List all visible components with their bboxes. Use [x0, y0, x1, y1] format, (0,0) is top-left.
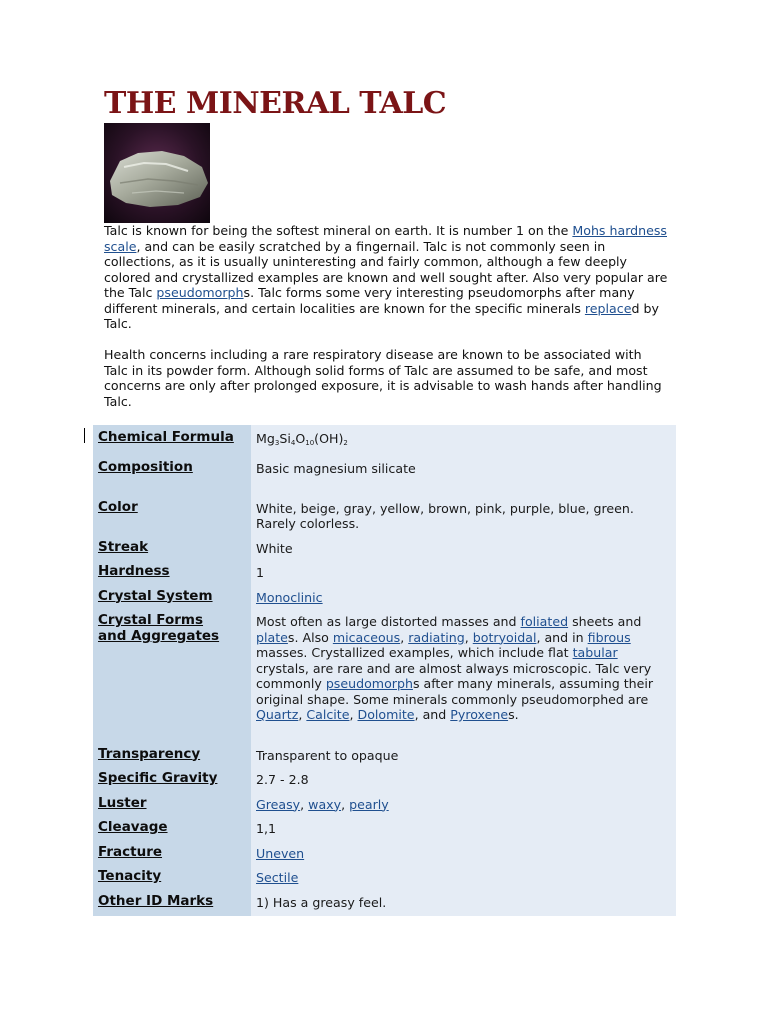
composition-label: Composition — [93, 455, 251, 495]
table-row — [93, 535, 676, 560]
intro-text: d by Talc. — [104, 300, 659, 331]
hardness-value: 1 — [251, 559, 676, 584]
plate-link[interactable]: plate — [256, 629, 288, 645]
table-row — [93, 455, 676, 495]
crystal-forms-value: Most often as large distorted masses and foliated sheets and plates. Also micaceous, radiating, botryoidal, and in fibrous masses. Crystallized examples, which include flat tabular crystals, are rare and are almost always microscopic. Talc very commonly pseudomorphs after many minerals, assuming their original shape. Some minerals commonly pseudomorphed are Quartz, Calcite, Dolomite, and Pyroxenes. — [251, 608, 676, 742]
streak-label: Streak — [93, 535, 251, 560]
specific-gravity-label: Specific Gravity — [93, 766, 251, 791]
table-row — [93, 425, 676, 455]
chemical-formula-value: $Mg_3Si_4O_{10}(OH)_2$ — [251, 425, 676, 455]
uneven-link[interactable]: Uneven — [256, 845, 305, 861]
chemical-formula-label: Chemical Formula — [93, 425, 251, 455]
health-paragraph: Health concerns including a rare respiratory disease are known to be associated with Talc in its powder form. Although solid forms of Talc are assumed to be safe, and most concerns are only after prolonged exposure, it is advisable to wash hands after handling Talc. — [104, 347, 662, 409]
luster-label: Luster — [93, 791, 251, 816]
dolomite-link[interactable]: Dolomite — [357, 707, 415, 722]
pseudomorph-link[interactable]: pseudomorph — [156, 285, 244, 300]
crystal-forms-label: Crystal Forms and Aggregates — [93, 608, 251, 742]
replace-link[interactable]: replace — [584, 300, 632, 316]
fibrous-link[interactable]: fibrous — [587, 629, 631, 645]
pearly-link[interactable]: pearly — [349, 796, 389, 812]
other-id-marks-label: Other ID Marks — [93, 889, 251, 917]
crystal-system-value — [251, 584, 676, 609]
foliated-link[interactable]: foliated — [520, 614, 569, 629]
intro-text: Talc is known for being the softest mineral on earth. It is number 1 on the — [104, 223, 573, 238]
tabular-link[interactable]: tabular — [572, 645, 618, 660]
page-title: THE MINERAL TALC — [104, 86, 447, 121]
table-row — [93, 889, 676, 917]
table-row — [93, 742, 676, 767]
waxy-link[interactable]: waxy — [308, 796, 342, 812]
luster-value: Greasy, waxy, pearly — [251, 791, 676, 816]
text-cursor — [84, 428, 85, 443]
tenacity-value — [251, 864, 676, 889]
table-row — [93, 840, 676, 865]
hardness-label: Hardness — [93, 559, 251, 584]
crystal-system-label: Crystal System — [93, 584, 251, 609]
table-row — [93, 766, 676, 791]
table-row — [93, 495, 676, 535]
table-row — [93, 864, 676, 889]
specific-gravity-value: 2.7 - 2.8 — [251, 766, 676, 791]
table-row — [93, 584, 676, 609]
micaceous-link[interactable]: micaceous — [332, 629, 401, 645]
composition-value: Basic magnesium silicate — [251, 455, 676, 495]
fracture-label: Fracture — [93, 840, 251, 865]
color-label: Color — [93, 495, 251, 535]
calcite-link[interactable]: Calcite — [306, 707, 350, 722]
other-id-marks-value: 1) Has a greasy feel. — [251, 889, 676, 917]
talc-specimen-photo — [104, 123, 210, 223]
quartz-link[interactable]: Quartz — [256, 707, 299, 722]
table-row — [93, 559, 676, 584]
table-row — [93, 791, 676, 816]
streak-value: White — [251, 535, 676, 560]
botryoidal-link[interactable]: botryoidal — [472, 629, 537, 645]
table-row — [93, 608, 676, 742]
mineral-properties-table — [93, 425, 676, 916]
intro-paragraph — [104, 223, 669, 332]
cleavage-label: Cleavage — [93, 815, 251, 840]
radiating-link[interactable]: radiating — [408, 629, 465, 645]
intro-text: s. Talc forms some very interesting pseudomorphs after many different minerals, and certain localities are known for the specific minerals — [104, 285, 635, 316]
intro-text: , and can be easily scratched by a fingernail. Talc is not commonly seen in collections, as it is usually uninteresting and fairly common, although a few deeply colored and crystallized examples are known and well sought after. Also very popular are the Talc — [104, 238, 668, 300]
pyroxene-link[interactable]: Pyroxene — [450, 707, 509, 722]
pseudomorph-link[interactable]: pseudomorph — [325, 676, 413, 691]
tenacity-label: Tenacity — [93, 864, 251, 889]
mohs-hardness-scale-link[interactable]: Mohs hardness scale — [104, 223, 667, 254]
monoclinic-link[interactable]: Monoclinic — [256, 589, 323, 605]
fracture-value — [251, 840, 676, 865]
transparency-value: Transparent to opaque — [251, 742, 676, 767]
sectile-link[interactable]: Sectile — [256, 870, 299, 885]
transparency-label: Transparency — [93, 742, 251, 767]
greasy-link[interactable]: Greasy — [256, 796, 301, 812]
color-value: White, beige, gray, yellow, brown, pink, purple, blue, green. Rarely colorless. — [251, 495, 676, 535]
cleavage-value: 1,1 — [251, 815, 676, 840]
table-row — [93, 815, 676, 840]
